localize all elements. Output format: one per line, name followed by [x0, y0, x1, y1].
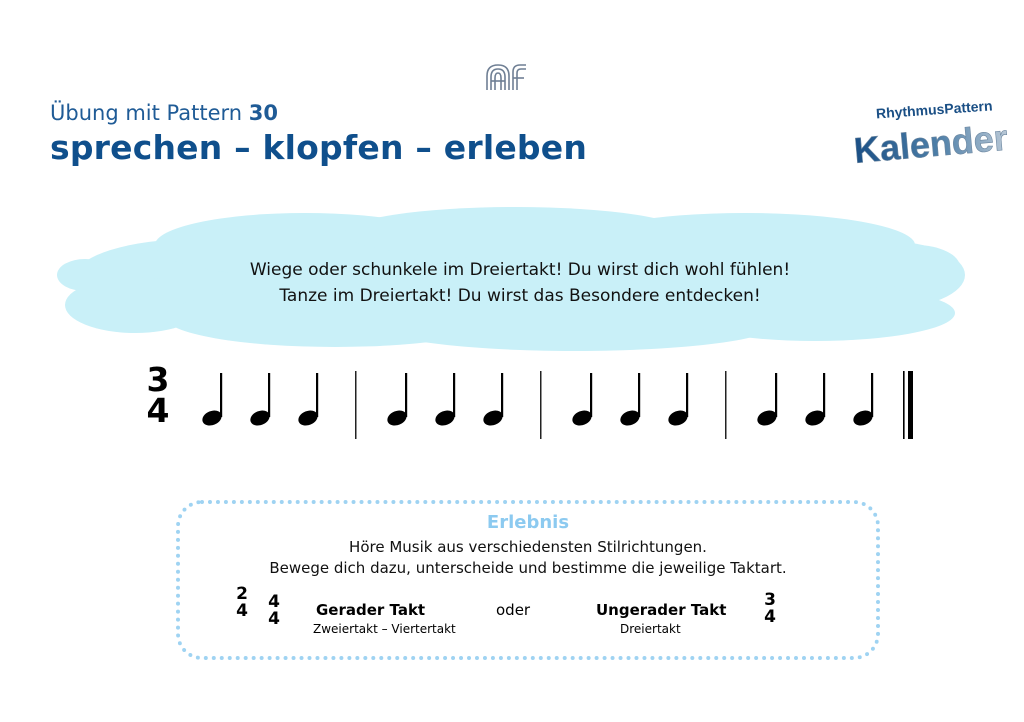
- bar-line: [725, 371, 727, 439]
- quarter-note: [200, 373, 224, 428]
- final-bar-thick: [908, 371, 913, 439]
- page-subtitle: Übung mit Pattern 30: [50, 101, 278, 125]
- final-bar-thin: [903, 371, 905, 439]
- quarter-note: [666, 373, 690, 428]
- time-signature-top: 3: [146, 360, 170, 399]
- page-title: sprechen – klopfen – erleben: [50, 128, 588, 167]
- quarter-note: [481, 373, 505, 428]
- ts-top: 4: [268, 592, 280, 612]
- speech-cloud: [55, 205, 965, 355]
- cloud-text-line1: Wiege oder schunkele im Dreiertakt! Du wirst dich wohl fühlen!: [249, 260, 791, 280]
- ts-bottom: 4: [764, 607, 776, 627]
- even-meter-sub: Zweiertakt – Viertertakt: [313, 622, 456, 636]
- bar-line: [355, 371, 357, 439]
- even-meter-label: Gerader Takt: [316, 601, 426, 619]
- quarter-note: [618, 373, 642, 428]
- ts-bottom: 4: [236, 601, 248, 621]
- bar-line: [540, 371, 542, 439]
- erlebnis-line2: Bewege dich dazu, unterscheide und bestimme die jeweilige Taktart.: [269, 559, 787, 577]
- odd-meter-label: Ungerader Takt: [596, 601, 727, 619]
- quarter-note: [851, 373, 875, 428]
- quarter-note: [570, 373, 594, 428]
- ts-top: 3: [764, 590, 776, 610]
- erlebnis-title: Erlebnis: [486, 512, 570, 533]
- time-signature-4-4: [266, 594, 282, 628]
- brand-line2: Kalender: [852, 116, 1010, 171]
- quarter-note: [803, 373, 827, 428]
- quarter-note: [296, 373, 320, 428]
- brand-line1: RhythmusPattern: [875, 97, 993, 122]
- time-signature-3-4: [762, 592, 778, 626]
- ts-bottom: 4: [268, 609, 280, 629]
- rhythm-notation: [180, 360, 940, 450]
- time-signature-2-4: [234, 586, 250, 620]
- time-signature-bottom: 4: [146, 391, 170, 430]
- quarter-note: [248, 373, 272, 428]
- ts-top: 2: [236, 584, 248, 604]
- erlebnis-line1: Höre Musik aus verschiedensten Stilrichtungen.: [349, 538, 707, 556]
- af-logo-icon: [484, 62, 528, 92]
- quarter-note: [755, 373, 779, 428]
- rhythmuspattern-kalender-logo: [852, 97, 1010, 178]
- quarter-note: [385, 373, 409, 428]
- or-label: oder: [496, 601, 531, 619]
- time-signature: [144, 360, 172, 430]
- quarter-note: [433, 373, 457, 428]
- cloud-text-line2: Tanze im Dreiertakt! Du wirst das Besondere entdecken!: [279, 286, 761, 306]
- odd-meter-sub: Dreiertakt: [620, 622, 681, 636]
